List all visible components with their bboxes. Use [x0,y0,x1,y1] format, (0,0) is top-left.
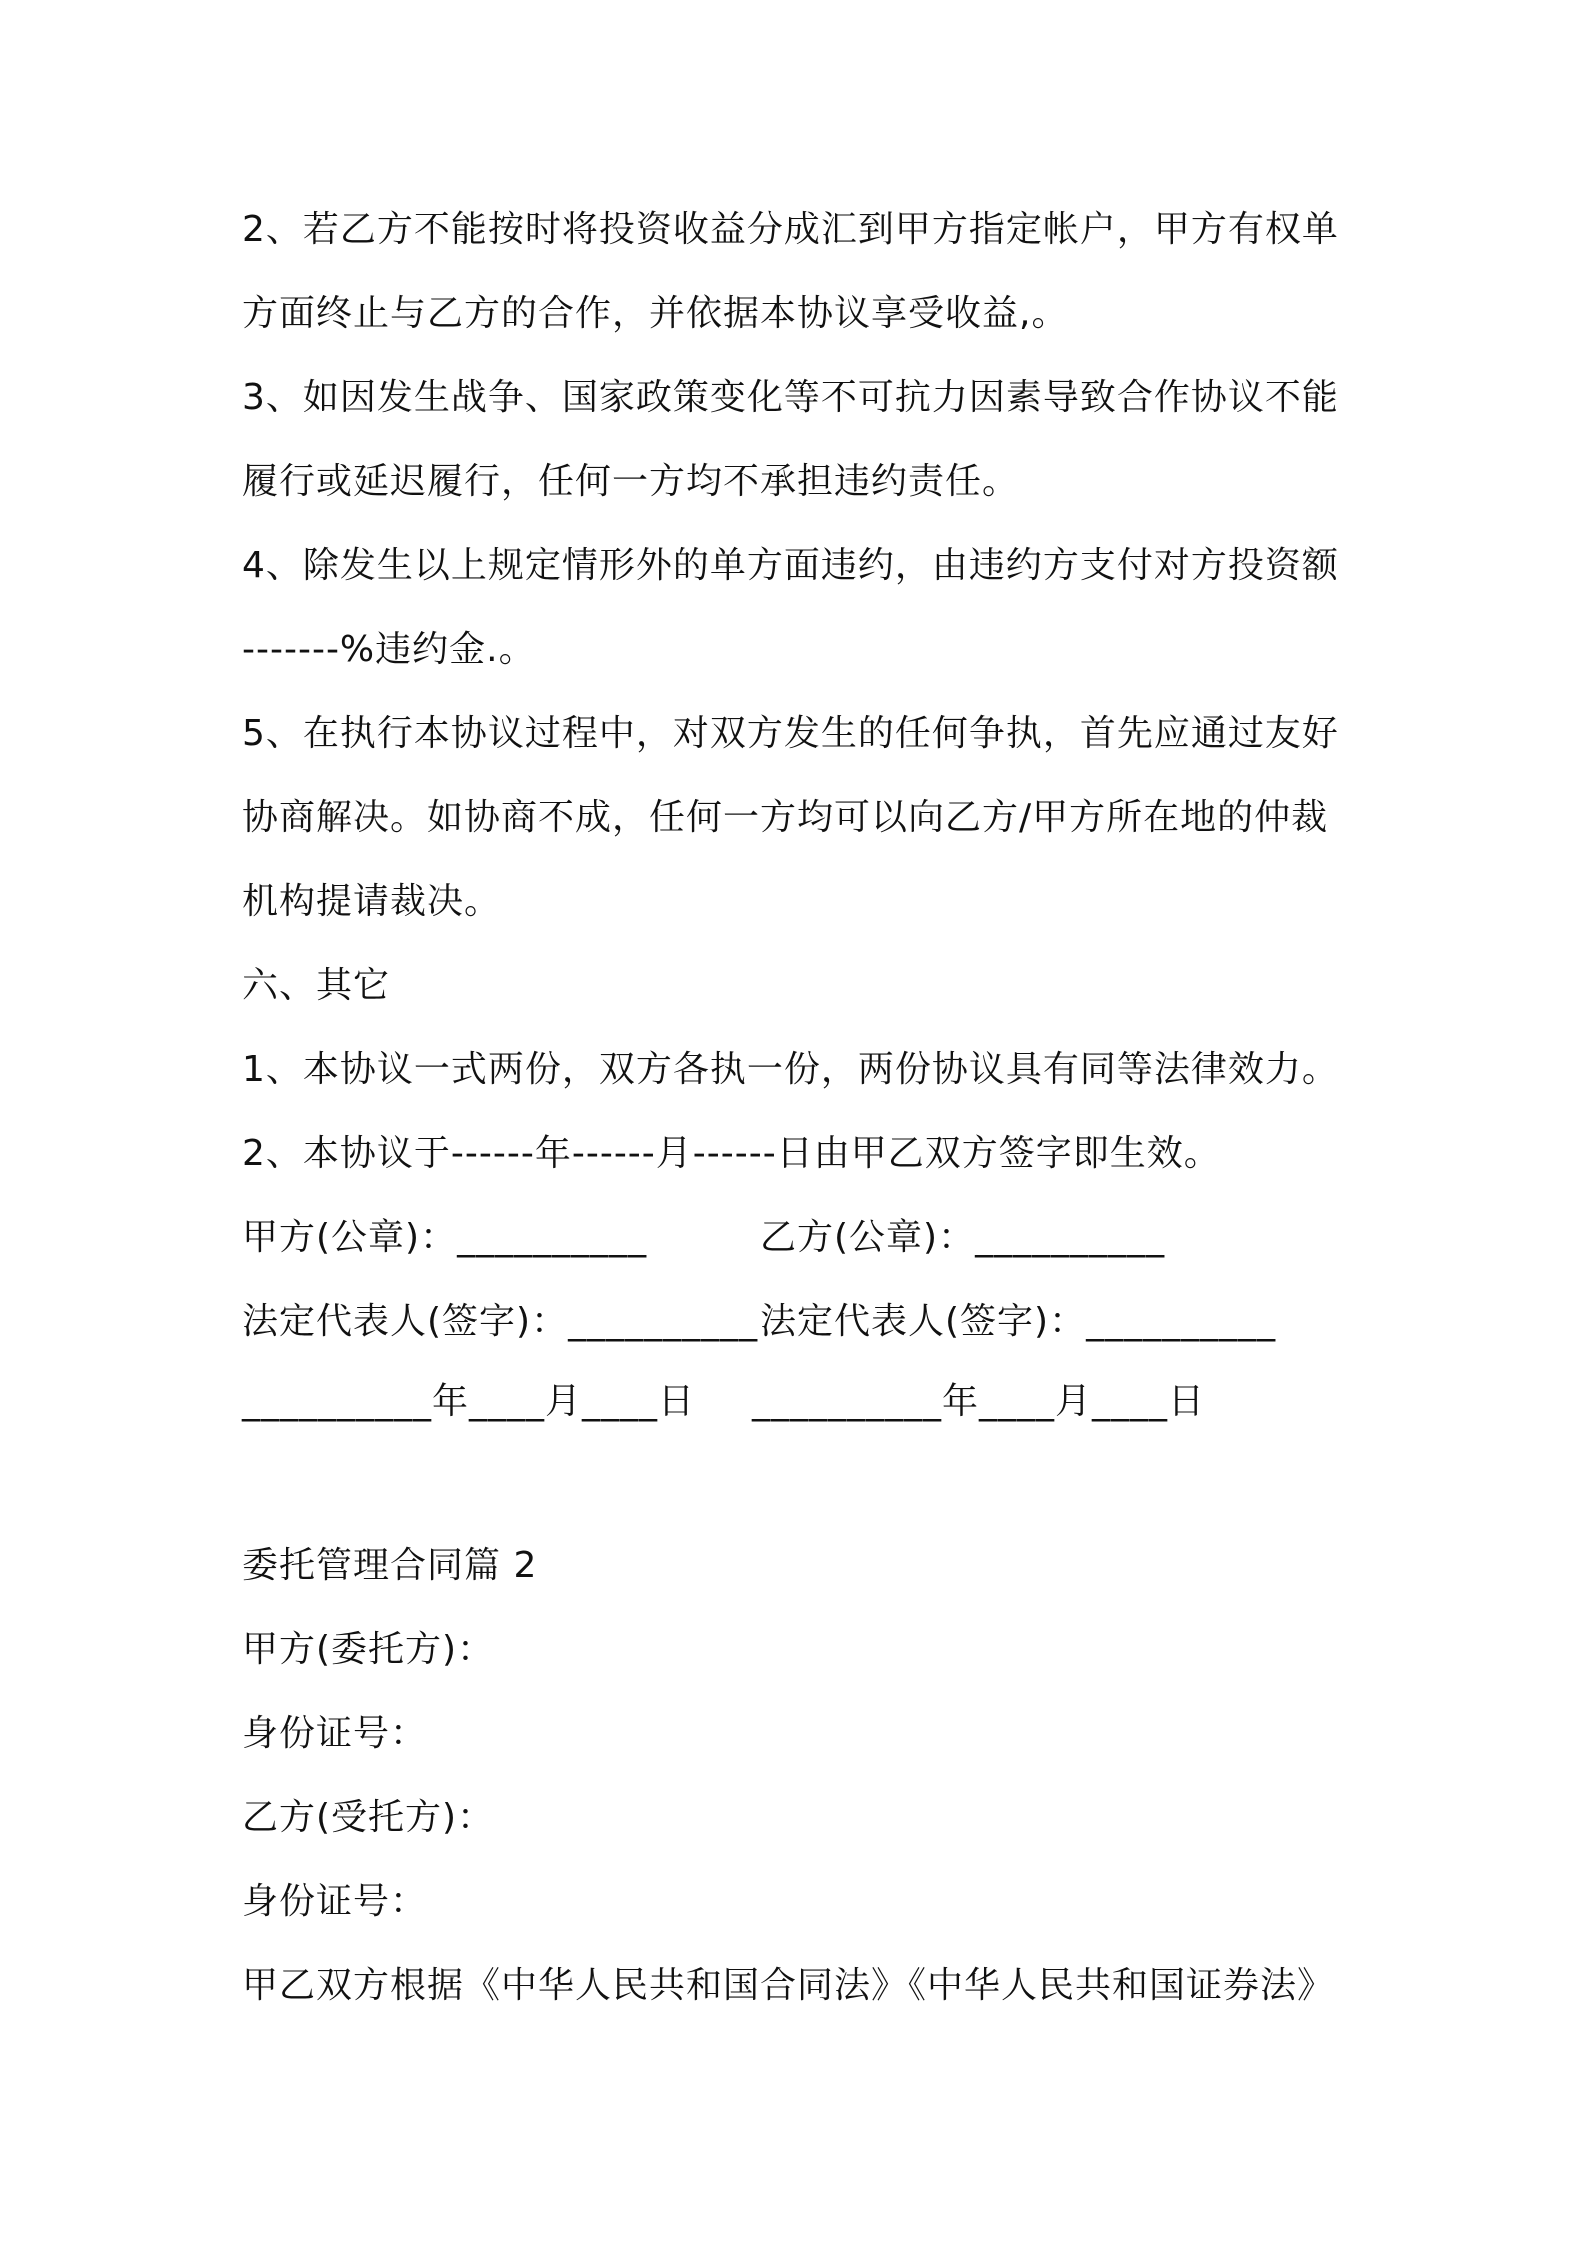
clause-4-line-2: -------%违约金.。 [242,629,536,670]
party-a-client-label: 甲方(委托方)： [242,1629,495,1670]
party-a-id-label: 身份证号： [242,1713,428,1754]
clause-5-line-3: 机构提请裁决。 [242,881,502,922]
clause-2-line-2: 方面终止与乙方的合作，并依据本协议享受收益,。 [242,293,1069,334]
party-a-date-line: __________年____月____日 [242,1381,695,1422]
clause-5-line-1: 5、在执行本协议过程中，对双方发生的任何争执，首先应通过友好 [242,713,1339,754]
other-clause-1: 1、本协议一式两份，双方各执一份，两份协议具有同等法律效力。 [242,1049,1339,1090]
contract-2-title: 委托管理合同篇 2 [242,1545,538,1586]
party-b-id-label: 身份证号： [242,1881,428,1922]
party-a-seal-line: 甲方(公章)：__________ [242,1217,648,1258]
party-b-trustee-label: 乙方(受托方)： [242,1797,495,1838]
clause-2-line-1: 2、若乙方不能按时将投资收益分成汇到甲方指定帐户，甲方有权单 [242,209,1339,250]
party-a-representative-line: 法定代表人(签字)：__________ [242,1301,759,1342]
party-b-representative-line: 法定代表人(签字)：__________ [760,1301,1277,1342]
clause-4-line-1: 4、除发生以上规定情形外的单方面违约，由违约方支付对方投资额 [242,545,1339,586]
clause-3-line-1: 3、如因发生战争、国家政策变化等不可抗力因素导致合作协议不能 [242,377,1339,418]
clause-5-line-2: 协商解决。如协商不成，任何一方均可以向乙方/甲方所在地的仲裁 [242,797,1329,838]
other-clause-2: 2、本协议于------年------月------日由甲乙双方签字即生效。 [242,1133,1221,1174]
contract-basis-line: 甲乙双方根据《中华人民共和国合同法》《中华人民共和国证券法》 [242,1965,1335,2006]
party-b-seal-line: 乙方(公章)：__________ [760,1217,1166,1258]
section-six-heading: 六、其它 [242,965,391,1006]
party-b-date-line: __________年____月____日 [752,1381,1205,1422]
clause-3-line-2: 履行或延迟履行，任何一方均不承担违约责任。 [242,461,1020,502]
